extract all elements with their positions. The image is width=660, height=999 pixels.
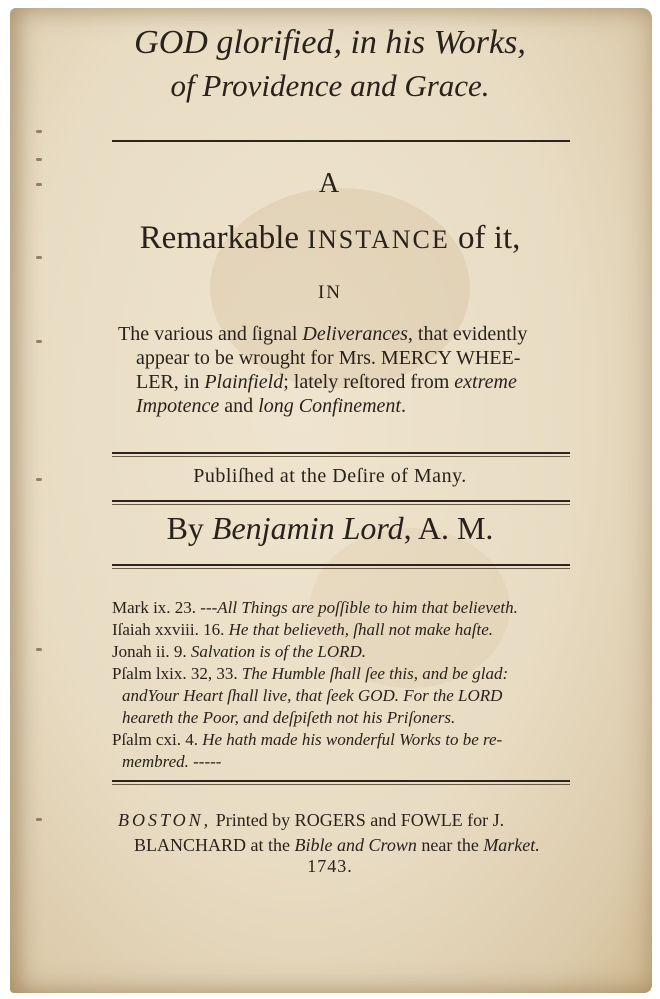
description-text: , that evidently (407, 323, 528, 345)
imprint-italic: Market. (483, 835, 540, 855)
divider-rule (112, 452, 570, 454)
binding-hole (36, 158, 42, 161)
heading-remarkable-pre: Remarkable (139, 220, 308, 256)
scripture-text: membred. ----- (122, 752, 222, 771)
author-by: By (166, 510, 212, 546)
scripture-line (112, 641, 582, 663)
description-italic: long Confinement (258, 395, 401, 417)
scripture-ref: Jonah ii. 9. (112, 642, 191, 661)
description-line (118, 370, 578, 394)
scripture-text: All Things are poſſible to him that believeth. (217, 598, 518, 617)
imprint-text: BLANCHARD at the (134, 835, 295, 855)
imprint-line (118, 808, 578, 833)
divider-rule (112, 780, 570, 782)
binding-hole (36, 130, 42, 133)
description-line (118, 322, 578, 346)
description-line: appear to be wrought for Mrs. MERCY WHEE- (136, 347, 521, 369)
scripture-line (112, 707, 582, 729)
scripture-text: He that believeth, ſhall not make haſte. (228, 620, 493, 639)
imprint-italic: Bible and Crown (294, 835, 417, 855)
imprint-block (118, 808, 578, 858)
imprint-line (118, 833, 578, 858)
author-line (0, 510, 660, 547)
scripture-text: The Humble ſhall ſee this, and be glad: (241, 664, 509, 683)
description-text: LER, in (136, 371, 205, 393)
imprint-text: near the (416, 835, 484, 855)
description-line (118, 394, 578, 418)
scripture-text: andYour Heart ſhall live, that ſeek GOD. For the LORD (122, 686, 503, 705)
divider-rule (112, 140, 570, 142)
imprint-year: 1743. (307, 856, 353, 876)
description-italic: Impotence (136, 395, 220, 417)
author-degree: , A. M. (403, 510, 494, 546)
scripture-line (112, 751, 582, 773)
scripture-ref: Iſaiah xxviii. 16. (112, 620, 229, 639)
scripture-line (112, 663, 582, 685)
scripture-line (112, 685, 582, 707)
heading-remarkable (0, 220, 660, 257)
scripture-ref: Mark ix. 23. --- (112, 598, 218, 617)
imprint-printers: Printed by ROGERS and FOWLE for J. (211, 810, 505, 830)
scripture-text: He hath made his wonderful Works to be re- (202, 730, 503, 749)
scripture-quotes (112, 597, 582, 773)
scripture-line (112, 619, 582, 641)
heading-remarkable-post: of it, (449, 220, 521, 256)
scripture-ref: Pſalm lxix. 32, 33. (112, 664, 242, 683)
author-name: Benjamin Lord (211, 510, 404, 546)
description-text: and (219, 395, 259, 417)
scripture-text: heareth the Poor, and deſpiſeth not his Priſoners. (122, 708, 456, 727)
main-title-line2: of Providence and Grace. (170, 68, 490, 103)
scripture-line (112, 597, 582, 619)
description-italic: Plainfield (204, 371, 284, 393)
imprint-city: BOSTON, (118, 810, 212, 830)
description-block (118, 322, 578, 418)
divider-rule (112, 564, 570, 566)
description-text: . (400, 395, 406, 417)
heading-a: A (318, 168, 342, 199)
scripture-ref: Pſalm cxi. 4. (112, 730, 203, 749)
scripture-text: Salvation is of the LORD. (190, 642, 367, 661)
description-text: ; lately reſtored from (283, 371, 455, 393)
description-italic: extreme (454, 371, 517, 393)
scripture-line (112, 729, 582, 751)
divider-rule (112, 500, 570, 502)
heading-in: IN (317, 282, 343, 303)
description-text: The various and ſignal (118, 323, 303, 345)
binding-hole (36, 648, 42, 651)
published-note: Publiſhed at the Deſire of Many. (193, 465, 467, 487)
main-title-line1: GOD glorified, in his Works, (134, 24, 526, 61)
binding-hole (36, 818, 42, 821)
heading-instance: INSTANCE (307, 225, 450, 254)
description-italic: Deliverances (302, 323, 408, 345)
binding-hole (36, 340, 42, 343)
